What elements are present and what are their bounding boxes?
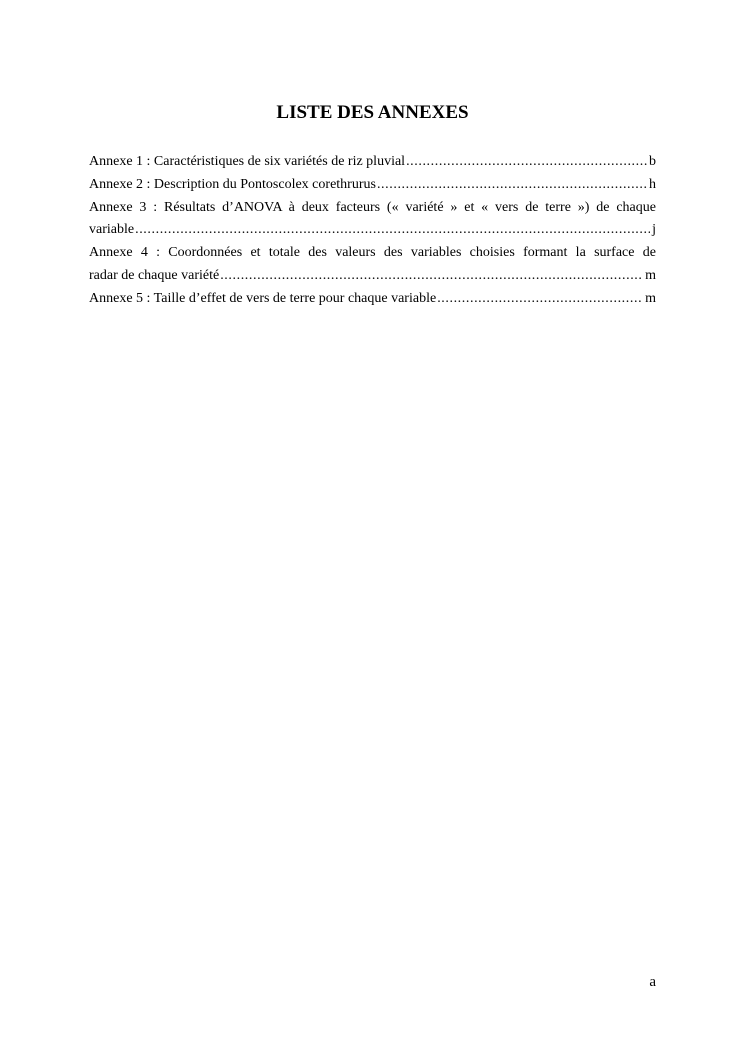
annex-entry-5-label: Annexe 5 : Taille d’effet de vers de terre pour chaque variable: [89, 290, 437, 306]
annex-entry-1[interactable]: [89, 151, 656, 174]
dot-leader: [406, 151, 647, 174]
annex-entry-3[interactable]: [89, 197, 656, 243]
annex-entry-4-page: m: [645, 267, 656, 283]
dot-leader: [437, 288, 643, 311]
annex-entry-1-page: b: [649, 154, 656, 169]
annex-entry-5[interactable]: [89, 288, 656, 311]
annex-entry-4-label-line-1: Annexe 4 : Coordonnées et totale des valeurs des variables choisies formant la surface de: [89, 245, 656, 261]
annex-entry-4-label-line-2: radar de chaque variété: [89, 267, 220, 283]
annex-entry-4[interactable]: [89, 242, 656, 288]
annex-entry-2-page: h: [649, 176, 656, 192]
page-title: LISTE DES ANNEXES: [276, 102, 469, 123]
annex-entry-2-label: Annexe 2 : Description du Pontoscolex corethrurus: [89, 176, 376, 192]
annex-entry-3-page: j: [652, 222, 656, 238]
annex-entry-3-label-line-1: Annexe 3 : Résultats d’ANOVA à deux facteurs (« variété » et « vers de terre ») de chaque: [89, 199, 656, 215]
dot-leader: [220, 265, 643, 288]
dot-leader: [135, 219, 650, 242]
annex-entry-5-page: m: [645, 290, 656, 306]
annex-entry-2[interactable]: [89, 174, 656, 197]
annex-entry-1-label: Annexe 1 : Caractéristiques de six variétés de riz pluvial: [89, 154, 406, 169]
dot-leader: [377, 174, 647, 197]
annex-entry-3-label-line-2: variable: [89, 222, 135, 238]
annex-list: [89, 151, 656, 311]
page-number: a: [649, 974, 656, 990]
